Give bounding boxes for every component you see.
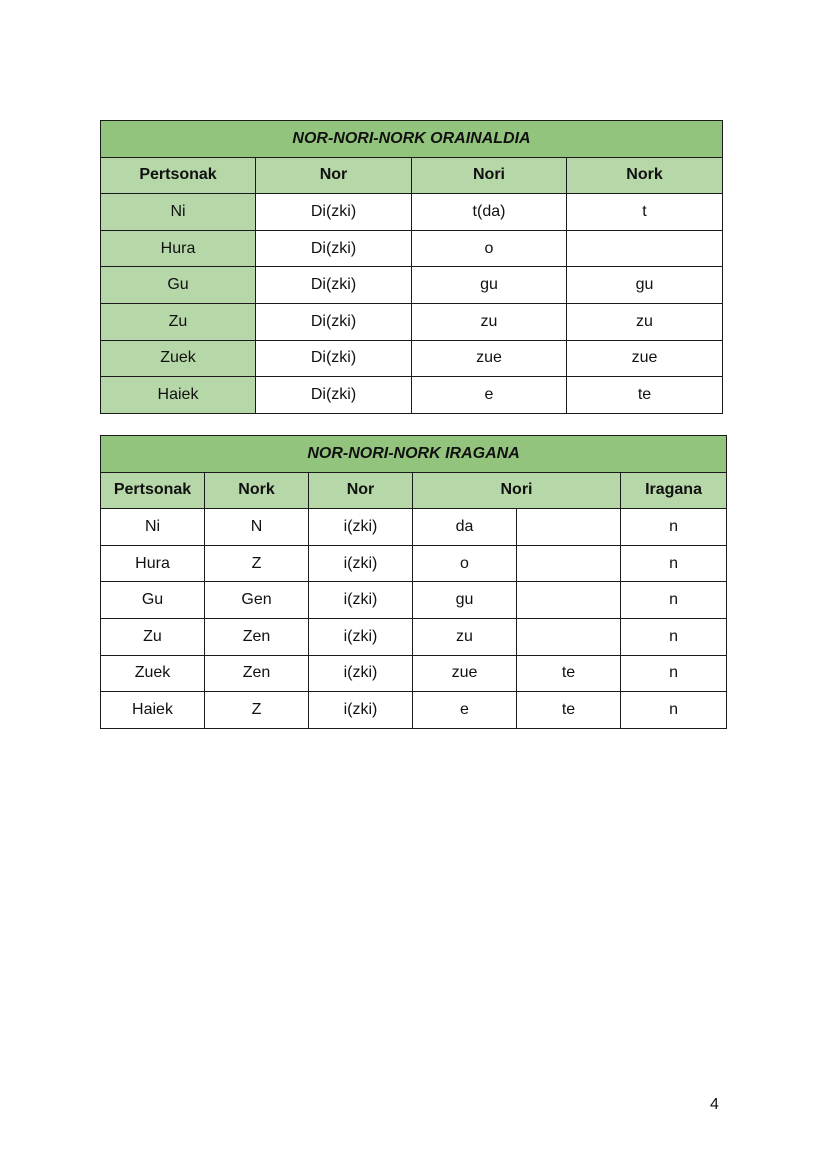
table-cell: te xyxy=(517,692,621,729)
table-row xyxy=(101,692,727,729)
person-cell: Hura xyxy=(101,230,256,267)
table-cell xyxy=(567,230,723,267)
table-cell: Gen xyxy=(205,582,309,619)
header-cell: Nor xyxy=(256,157,412,194)
past-table-body xyxy=(101,436,727,729)
table-cell: Zen xyxy=(205,618,309,655)
table-cell: Z xyxy=(205,545,309,582)
table-cell: o xyxy=(412,230,567,267)
table-cell xyxy=(517,582,621,619)
table-cell: o xyxy=(413,545,517,582)
table-row xyxy=(101,267,723,304)
table-cell: i(zki) xyxy=(309,655,413,692)
table-cell: zue xyxy=(412,340,567,377)
table-row xyxy=(101,545,727,582)
table-row xyxy=(101,618,727,655)
table-cell: Di(zki) xyxy=(256,194,412,231)
table-cell: da xyxy=(413,509,517,546)
table-row xyxy=(101,377,723,414)
table-cell: zue xyxy=(413,655,517,692)
table-cell: Di(zki) xyxy=(256,340,412,377)
table-row xyxy=(101,509,727,546)
present-table-title: NOR-NORI-NORK ORAINALDIA xyxy=(101,121,723,158)
table-row xyxy=(101,655,727,692)
table-cell: zu xyxy=(413,618,517,655)
header-cell: Nor xyxy=(309,472,413,509)
table-cell: n xyxy=(621,545,727,582)
table-cell: gu xyxy=(412,267,567,304)
person-cell: Gu xyxy=(101,582,205,619)
table-cell: te xyxy=(567,377,723,414)
header-cell: Nork xyxy=(567,157,723,194)
table-cell: n xyxy=(621,692,727,729)
table-cell xyxy=(517,545,621,582)
table-cell: i(zki) xyxy=(309,582,413,619)
header-cell: Nori xyxy=(412,157,567,194)
table-cell: Zen xyxy=(205,655,309,692)
past-table-title: NOR-NORI-NORK IRAGANA xyxy=(101,436,727,473)
header-cell: Nori xyxy=(413,472,621,509)
table-cell: t xyxy=(567,194,723,231)
person-cell: Zuek xyxy=(101,655,205,692)
past-header-row xyxy=(101,472,727,509)
table-row xyxy=(101,582,727,619)
person-cell: Ni xyxy=(101,509,205,546)
person-cell: Zuek xyxy=(101,340,256,377)
table-cell xyxy=(517,618,621,655)
person-cell: Haiek xyxy=(101,377,256,414)
table-row xyxy=(101,303,723,340)
table-cell: zue xyxy=(567,340,723,377)
present-header-row xyxy=(101,157,723,194)
table-cell: n xyxy=(621,582,727,619)
table-cell: e xyxy=(413,692,517,729)
table-cell: Di(zki) xyxy=(256,377,412,414)
table-cell: t(da) xyxy=(412,194,567,231)
header-cell: Pertsonak xyxy=(101,472,205,509)
header-cell: Nork xyxy=(205,472,309,509)
person-cell: Ni xyxy=(101,194,256,231)
table-cell: i(zki) xyxy=(309,692,413,729)
table-cell: Z xyxy=(205,692,309,729)
table-cell: i(zki) xyxy=(309,509,413,546)
table-cell: gu xyxy=(567,267,723,304)
table-cell: Di(zki) xyxy=(256,230,412,267)
table-row xyxy=(101,230,723,267)
table-cell: Di(zki) xyxy=(256,303,412,340)
table-row xyxy=(101,194,723,231)
table-cell: Di(zki) xyxy=(256,267,412,304)
past-tense-table xyxy=(100,435,727,729)
table-cell xyxy=(517,509,621,546)
table-cell: te xyxy=(517,655,621,692)
person-cell: Zu xyxy=(101,303,256,340)
table-cell: n xyxy=(621,509,727,546)
table-cell: e xyxy=(412,377,567,414)
table-cell: n xyxy=(621,655,727,692)
table-cell: zu xyxy=(412,303,567,340)
table-cell: i(zki) xyxy=(309,618,413,655)
table-cell: N xyxy=(205,509,309,546)
table-cell: n xyxy=(621,618,727,655)
person-cell: Zu xyxy=(101,618,205,655)
present-tense-table xyxy=(100,120,723,414)
table-cell: i(zki) xyxy=(309,545,413,582)
header-cell: Pertsonak xyxy=(101,157,256,194)
page-number: 4 xyxy=(710,1096,719,1113)
header-cell: Iragana xyxy=(621,472,727,509)
table-cell: gu xyxy=(413,582,517,619)
person-cell: Hura xyxy=(101,545,205,582)
table-row xyxy=(101,340,723,377)
table-cell: zu xyxy=(567,303,723,340)
present-table-body xyxy=(101,121,723,414)
person-cell: Gu xyxy=(101,267,256,304)
person-cell: Haiek xyxy=(101,692,205,729)
